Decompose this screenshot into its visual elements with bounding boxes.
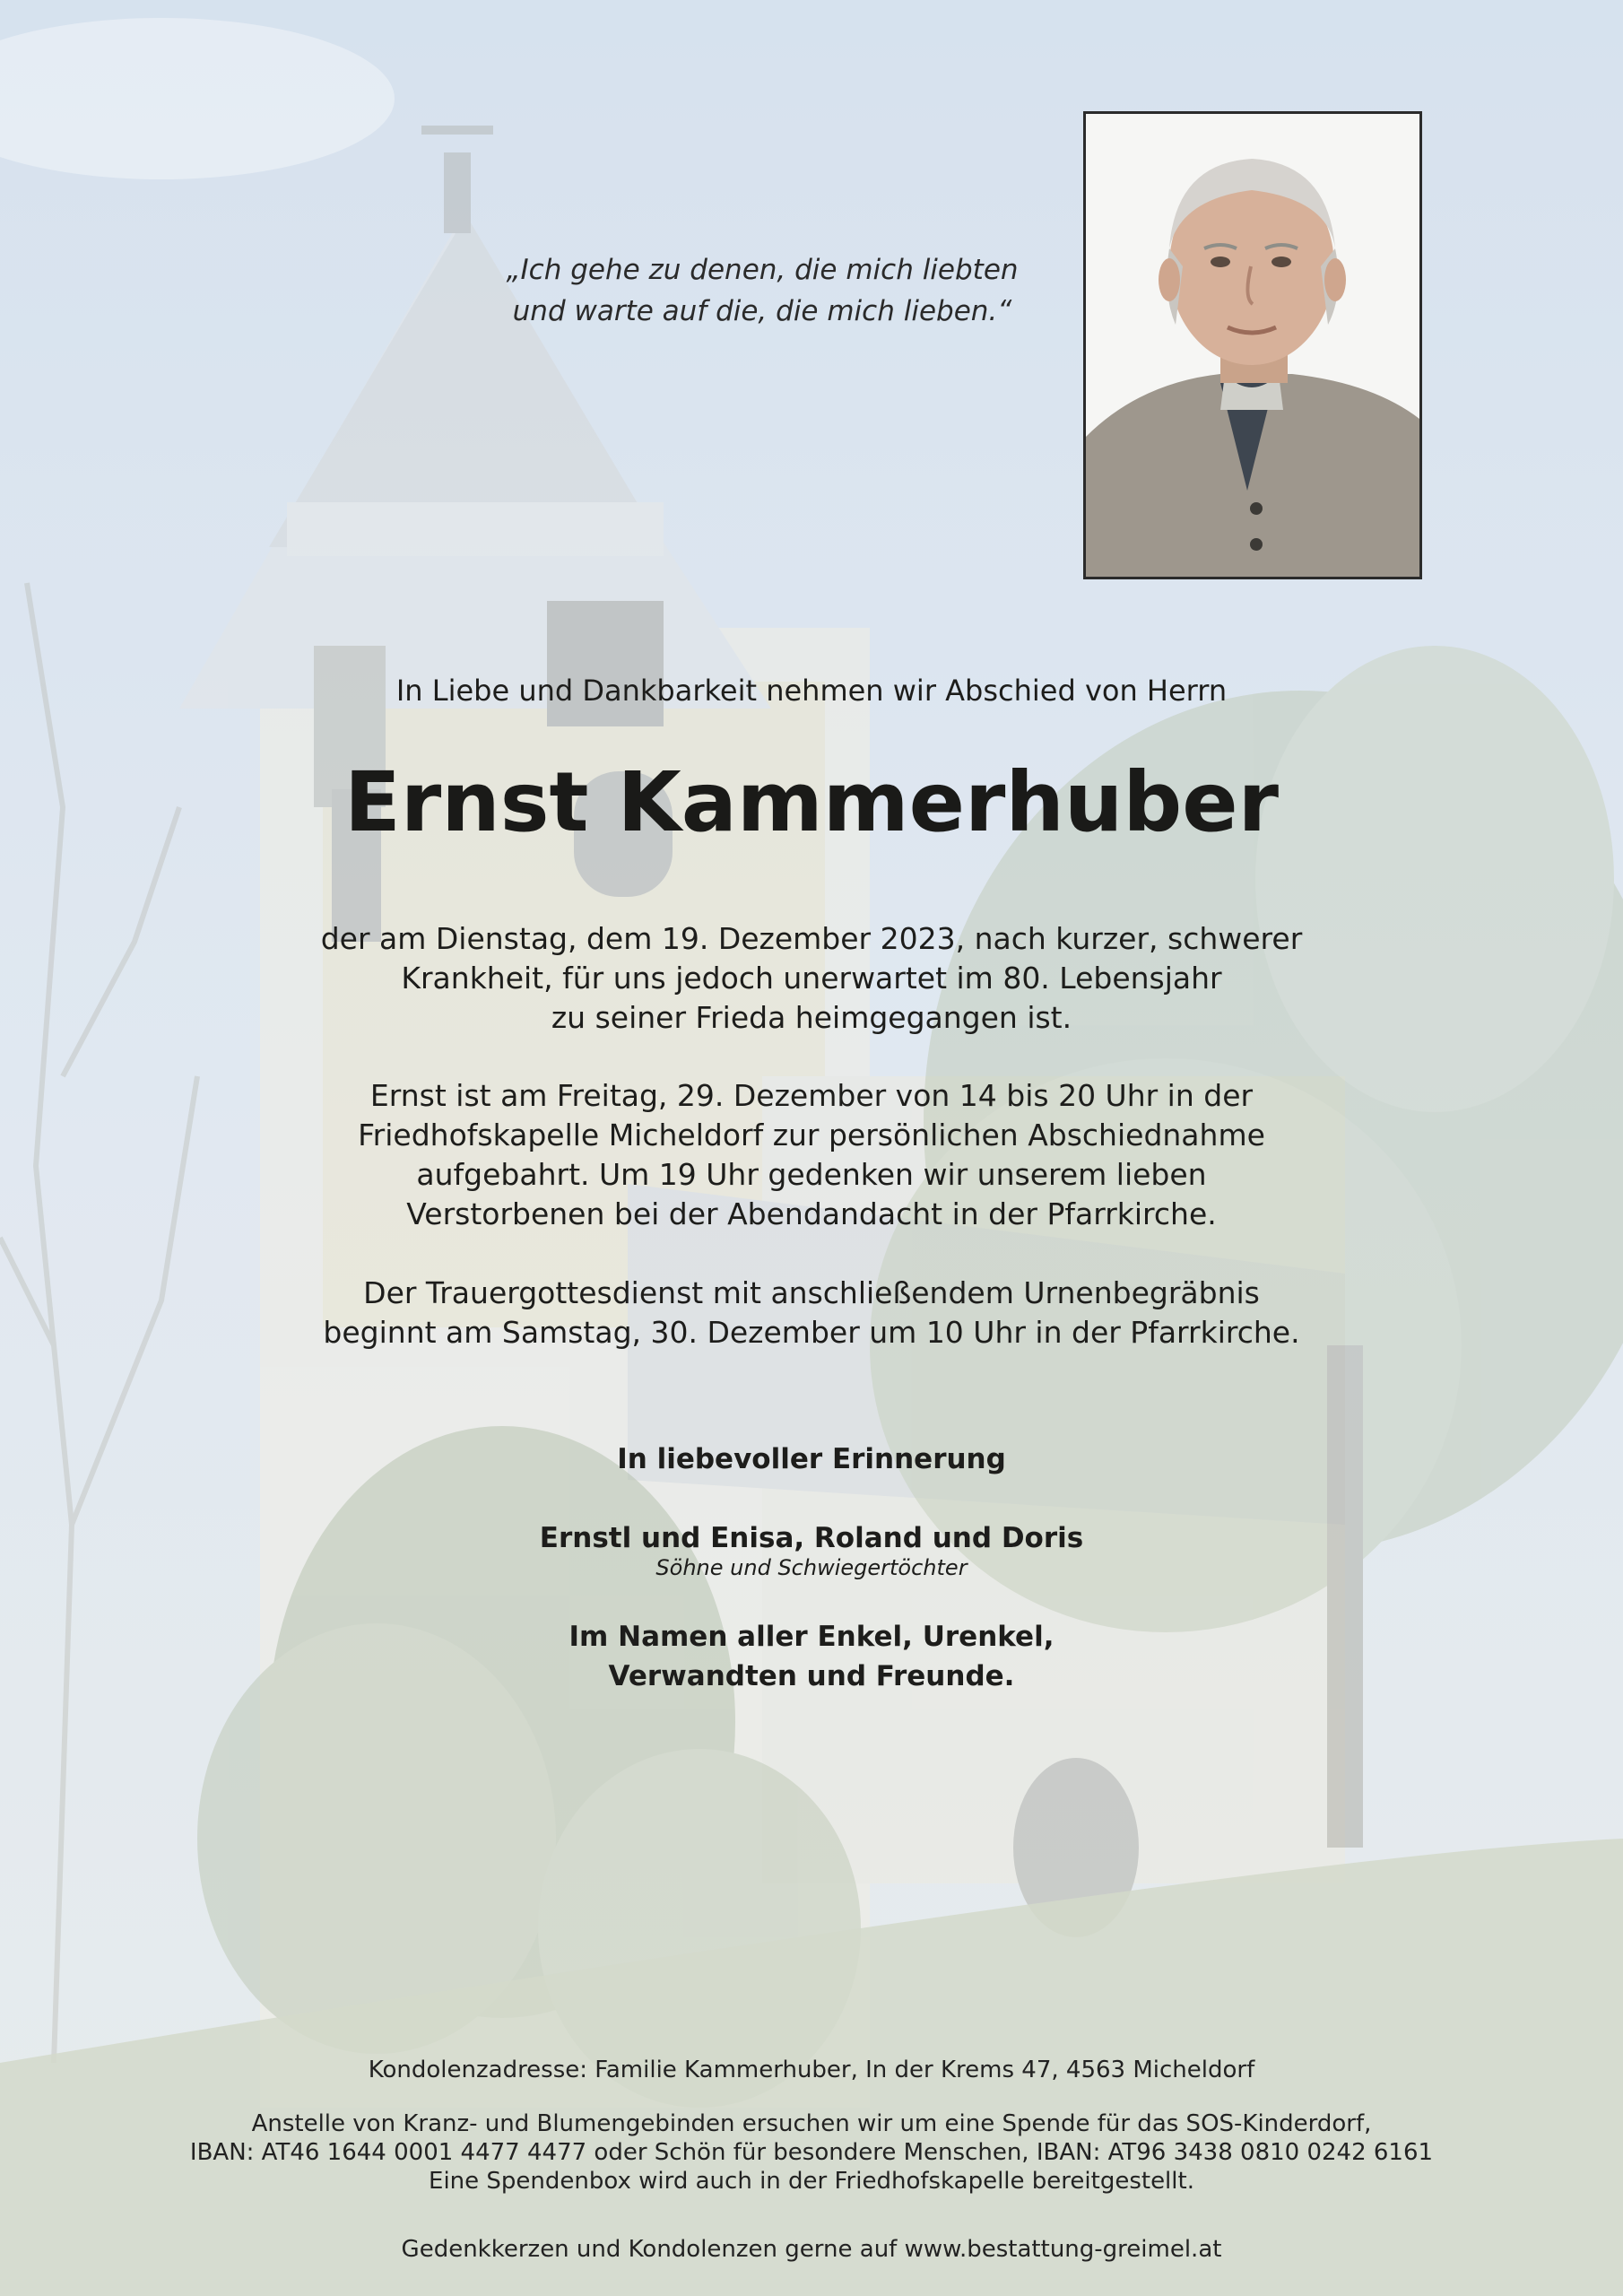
family-line: Verwandten und Freunde. [608,1660,1015,1692]
paragraph-line: Ernst ist am Freitag, 29. Dezember von 14 bis 20 Uhr in der [369,1078,1254,1113]
viewing-paragraph [0,1076,1623,1234]
death-notice-paragraph [0,919,1623,1038]
memory-heading: In liebevoller Erinnerung [617,1443,1006,1475]
sons-names: Ernstl und Enisa, Roland und Doris [539,1522,1084,1554]
website-line[interactable]: Gedenkkerzen und Kondolenzen gerne auf www.bestattung-greimel.at [401,2236,1222,2263]
deceased-name: Ernst Kammerhuber [344,754,1279,850]
quote [502,249,1022,332]
paragraph-line: der am Dienstag, dem 19. Dezember 2023, nach kurzer, schwerer [320,921,1303,956]
paragraph-line: Verstorbenen bei der Abendandacht in der Pfarrkirche. [406,1196,1217,1231]
sons-subtitle: Söhne und Schwiegertöchter [655,1555,968,1580]
donation-line: Eine Spendenbox wird auch in der Friedhofskapelle bereitgestellt. [429,2168,1194,2195]
donation-info [0,2109,1623,2196]
paragraph-line: aufgebahrt. Um 19 Uhr gedenken wir unserem lieben [416,1157,1207,1192]
portrait-photo [1083,111,1422,579]
quote-line-2: und warte auf die, die mich lieben.“ [512,295,1012,327]
funeral-paragraph [0,1274,1623,1352]
paragraph-line: Friedhofskapelle Micheldorf zur persönlichen Abschiednahme [358,1118,1265,1152]
donation-line: Anstelle von Kranz- und Blumengebinden ersuchen wir um eine Spende für das SOS-Kinderdorf, [251,2110,1372,2137]
family-signature [0,1617,1623,1696]
paragraph-line: beginnt am Samstag, 30. Dezember um 10 Uhr in der Pfarrkirche. [323,1315,1300,1350]
paragraph-line: Der Trauergottesdienst mit anschließendem Urnenbegräbnis [363,1275,1260,1310]
intro-text: In Liebe und Dankbarkeit nehmen wir Abschied von Herrn [395,674,1228,708]
paragraph-line: Krankheit, für uns jedoch unerwartet im 80. Lebensjahr [401,961,1222,996]
quote-line-1: „Ich gehe zu denen, die mich liebten [506,254,1019,286]
condolence-address: Kondolenzadresse: Familie Kammerhuber, In der Krems 47, 4563 Micheldorf [368,2057,1255,2083]
family-line: Im Namen aller Enkel, Urenkel, [568,1621,1055,1653]
paragraph-line: zu seiner Frieda heimgegangen ist. [551,1000,1072,1035]
donation-line: IBAN: AT46 1644 0001 4477 4477 oder Schön für besondere Menschen, IBAN: AT96 3438 0810 0242 6161 [189,2139,1434,2166]
portrait-icon [1086,114,1419,577]
